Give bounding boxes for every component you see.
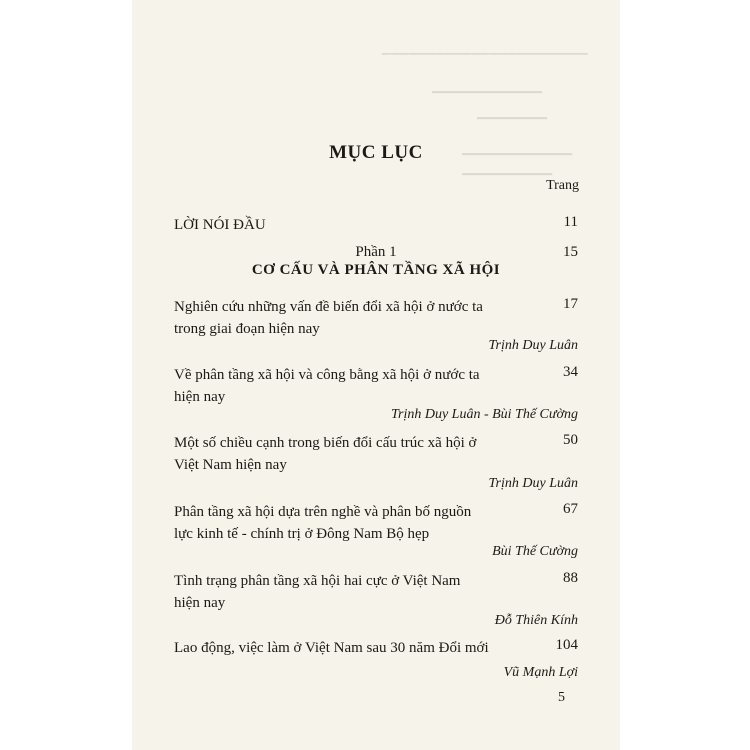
- entry-author: Trịnh Duy Luân: [488, 338, 578, 353]
- entry-title-line: hiện nay: [174, 389, 226, 405]
- entry-author: Đỗ Thiên Kính: [494, 613, 578, 628]
- entry-title-line: lực kinh tế - chính trị ở Đông Nam Bộ hẹp: [174, 526, 430, 542]
- toc-entry[interactable]: [174, 364, 578, 408]
- page-number: 5: [558, 690, 565, 705]
- entry-title-line: Tình trạng phân tầng xã hội hai cực ở Việt Nam: [174, 573, 461, 589]
- entry-title-line: Về phân tầng xã hội và công bằng xã hội ở nước ta: [174, 367, 480, 383]
- bleed-through-line: ▁▁▁▁▁▁▁: [477, 104, 547, 119]
- toc-title: MỤC LỤC: [329, 142, 423, 163]
- entry-title-line: Lao động, việc làm ở Việt Nam sau 30 năm Đổi mới: [174, 640, 489, 656]
- entry-title-line: trong giai đoạn hiện nay: [174, 321, 320, 337]
- entry-title-line: Nghiên cứu những vấn đề biến đổi xã hội ở nước ta: [174, 299, 483, 315]
- entry-title-line: Phân tầng xã hội dựa trên nghề và phân bố nguồn: [174, 504, 472, 520]
- part-page: 15: [563, 244, 578, 260]
- preface-label: LỜI NÓI ĐẦU: [174, 217, 266, 233]
- entry-page: 88: [563, 570, 578, 586]
- entry-page: 50: [563, 432, 578, 448]
- book-page: [132, 0, 620, 750]
- entry-author: Trịnh Duy Luân - Bùi Thế Cường: [390, 407, 578, 422]
- entry-author: Trịnh Duy Luân: [488, 476, 578, 491]
- bleed-through-line: ▁▁▁▁▁▁▁▁▁▁▁: [462, 140, 572, 155]
- entry-title-line: Một số chiều cạnh trong biến đổi cấu trúc xã hội ở: [174, 435, 477, 451]
- page-column-label: Trang: [546, 178, 579, 193]
- entry-page: 67: [563, 501, 578, 517]
- entry-author: Bùi Thế Cường: [492, 544, 578, 559]
- bleed-through-line: ▁▁▁▁▁▁▁▁▁: [462, 160, 552, 175]
- toc-entry[interactable]: [174, 570, 578, 614]
- toc-entry[interactable]: [174, 296, 578, 340]
- entry-author: Vũ Mạnh Lợi: [503, 665, 578, 680]
- part-label: Phần 1: [355, 244, 397, 260]
- entry-title-line: Việt Nam hiện nay: [174, 457, 287, 473]
- bleed-through-header: ▁▁▁▁▁▁▁▁▁▁▁▁▁▁▁▁▁▁▁▁▁▁▁: [382, 43, 589, 55]
- toc-entry[interactable]: [174, 637, 578, 659]
- part-title: CƠ CẤU VÀ PHÂN TẦNG XÃ HỘI: [251, 262, 501, 278]
- entry-page: 17: [563, 296, 578, 312]
- entry-title-line: hiện nay: [174, 595, 226, 611]
- entry-page: 34: [563, 364, 578, 380]
- toc-entry[interactable]: [174, 432, 578, 476]
- toc-entry[interactable]: [174, 501, 578, 545]
- entry-page: 104: [555, 637, 578, 653]
- toc-entry-preface[interactable]: [174, 214, 578, 236]
- preface-page: 11: [563, 214, 578, 230]
- bleed-through-line: ▁▁▁▁▁▁▁▁▁▁▁: [432, 78, 542, 93]
